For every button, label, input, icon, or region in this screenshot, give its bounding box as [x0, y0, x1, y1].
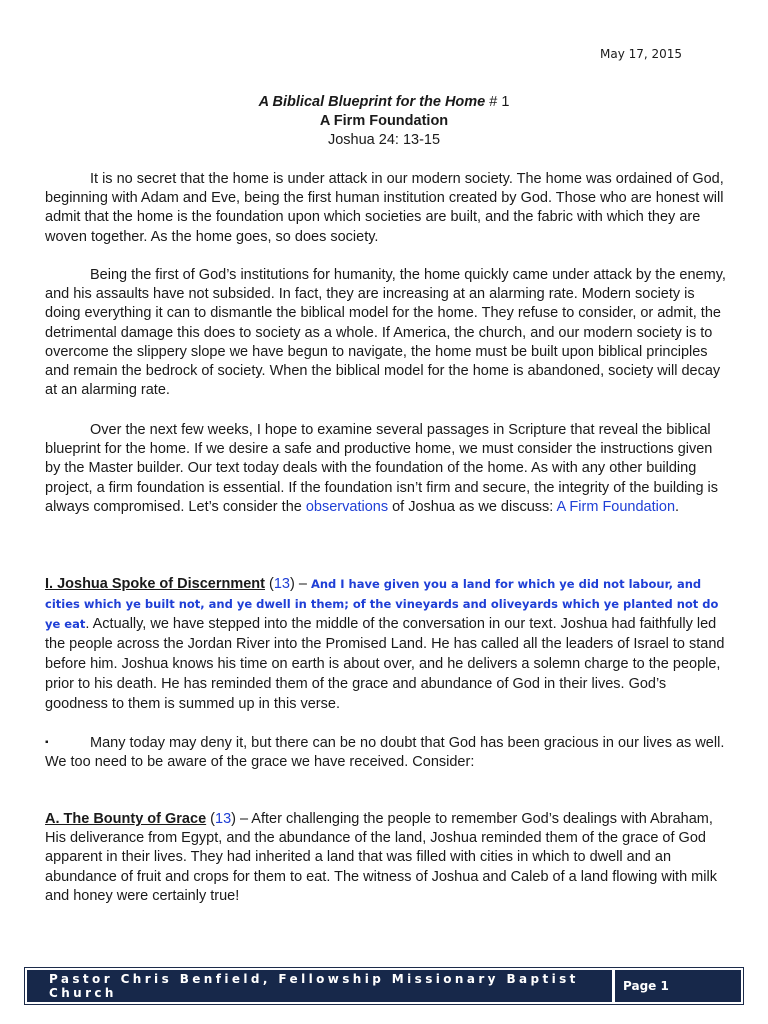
series-title: A Biblical Blueprint for the Home: [258, 94, 486, 110]
intro-text-1: It is no secret that the home is under attack in our modern society. The home was ordained of God, beginning with Adam and Eve, being the first human institution created by God. Those who are honest will admit that the home is the foundation upon which societies are built, and the fabric with which they are woven together. As the home goes, so does society.: [45, 171, 724, 245]
section-1-verse-ref[interactable]: 13: [273, 576, 290, 592]
section-a-body: – After challenging the people to remember God’s dealings with Abraham, His deliverance from Egypt, and the abundance of the land, Joshua reminded them of the grace of God apparent in their lives. They had inherited a land that was filled with cities in which to dwell and an abundance of fruit and crops for them to eat. The witness of Joshua and Caleb of a land flowing with milk and honey were certainly true!: [45, 811, 717, 904]
bullet-icon: ▪: [45, 737, 49, 748]
section-1-verse-text: And I have given you a land for which ye did not labour, and cities which ye built not, and ye dwell in them; of the vineyards and oliveyards which ye planted not do ye eat: [45, 577, 719, 631]
intro-text-2: Being the first of God’s institutions for humanity, the home quickly came under attack by the enemy, and his assaults have not subsided. In fact, they are increasing at an alarming rate. Modern society is doing everything it can to dismantle the biblical model for the home. They refuse to consider, or admit, the detrimental damage this does to society as a whole. If America, the church, and our modern society is to overcome the slippery slope we have begun to navigate, the home must be built upon biblical principles and remain the bedrock of society. When the biblical model for the home is abandoned, society will decay at an alarming rate.: [45, 267, 726, 399]
section-1-bullet: [45, 733, 730, 772]
series-title-line: [0, 93, 768, 112]
intro-text-3: Over the next few weeks, I hope to examine several passages in Scripture that reveal the biblical blueprint for the home. If we desire a safe and productive home, we must consider the instructions given by the Master builder. Our text today deals with the foundation of the home. As with any other building project, a firm foundation is essential. If the foundation isn’t firm and secure, the integrity of the building is always compromised. Let’s consider the: [45, 422, 719, 515]
sermon-title: A Firm Foundation: [319, 113, 449, 129]
intro-paragraph-2: [45, 266, 730, 400]
section-1-paragraph: I. Joshua Spoke of Discernment (13) – And I have given you a land for which ye did not labour, and cities which ye built not, and ye dwell in them; of the vineyards and oliveyards which ye planted not do ye eat. Actually, we have stepped into the middle of the conversation in our text. Joshua had faithfully led the people across the Jordan River into the Promised Land. He has called all the leaders of Israel to stand before him. Joshua knows his time on earth is about over, and he delivers a solemn charge to the people, prior to his death. He has reminded them of the grace and abundance of God in their lives. God’s goodness to them is summed up in this verse.: [45, 576, 725, 712]
section-a-heading: A. The Bounty of Grace: [45, 811, 207, 827]
intro-text-3-end: .: [675, 498, 680, 515]
footer-page-number: Page 1: [615, 970, 741, 1002]
series-number: # 1: [485, 94, 510, 110]
section-1-body: . Actually, we have stepped into the middle of the conversation in our text. Joshua had faithfully led the people across the Jordan River into the Promised Land. He has called all the leaders of Israel to stand before him. Joshua knows his time on earth is about over, and he delivers a solemn charge to the people, prior to his death. He has reminded them of the grace and abundance of God in their lives. God’s goodness to them is summed up in this verse.: [45, 616, 725, 712]
firm-foundation-link[interactable]: A Firm Foundation: [556, 498, 676, 515]
title-block: [0, 93, 768, 150]
intro-paragraph-1: [45, 170, 730, 247]
footer-author: Pastor Chris Benfield, Fellowship Missionary Baptist Church: [27, 970, 612, 1002]
observations-link[interactable]: observations: [305, 498, 389, 515]
page-footer: [24, 967, 744, 1005]
section-1-dash: –: [294, 576, 311, 592]
section-a-paragraph: A. The Bounty of Grace (13) – After challenging the people to remember God’s dealings with Abraham, His deliverance from Egypt, and the abundance of the land, Joshua reminded them of the grace of God apparent in their lives. They had inherited a land that was filled with cities in which to dwell and an abundance of fruit and crops for them to eat. The witness of Joshua and Caleb of a land flowing with milk and honey were certainly true!: [45, 811, 717, 904]
scripture-reference: Joshua 24: 13-15: [327, 132, 441, 148]
intro-text-3-mid: of Joshua as we discuss:: [388, 498, 557, 515]
section-1-bullet-text: Many today may deny it, but there can be no doubt that God has been gracious in our lives as well. We too need to be aware of the grace we have received. Consider:: [45, 735, 725, 771]
section-a-verse-ref[interactable]: 13: [215, 811, 232, 827]
section-1-heading: I. Joshua Spoke of Discernment: [45, 576, 265, 592]
intro-paragraph-3: [45, 421, 730, 517]
document-date: May 17, 2015: [600, 47, 683, 61]
footer-inner: [27, 970, 741, 1002]
